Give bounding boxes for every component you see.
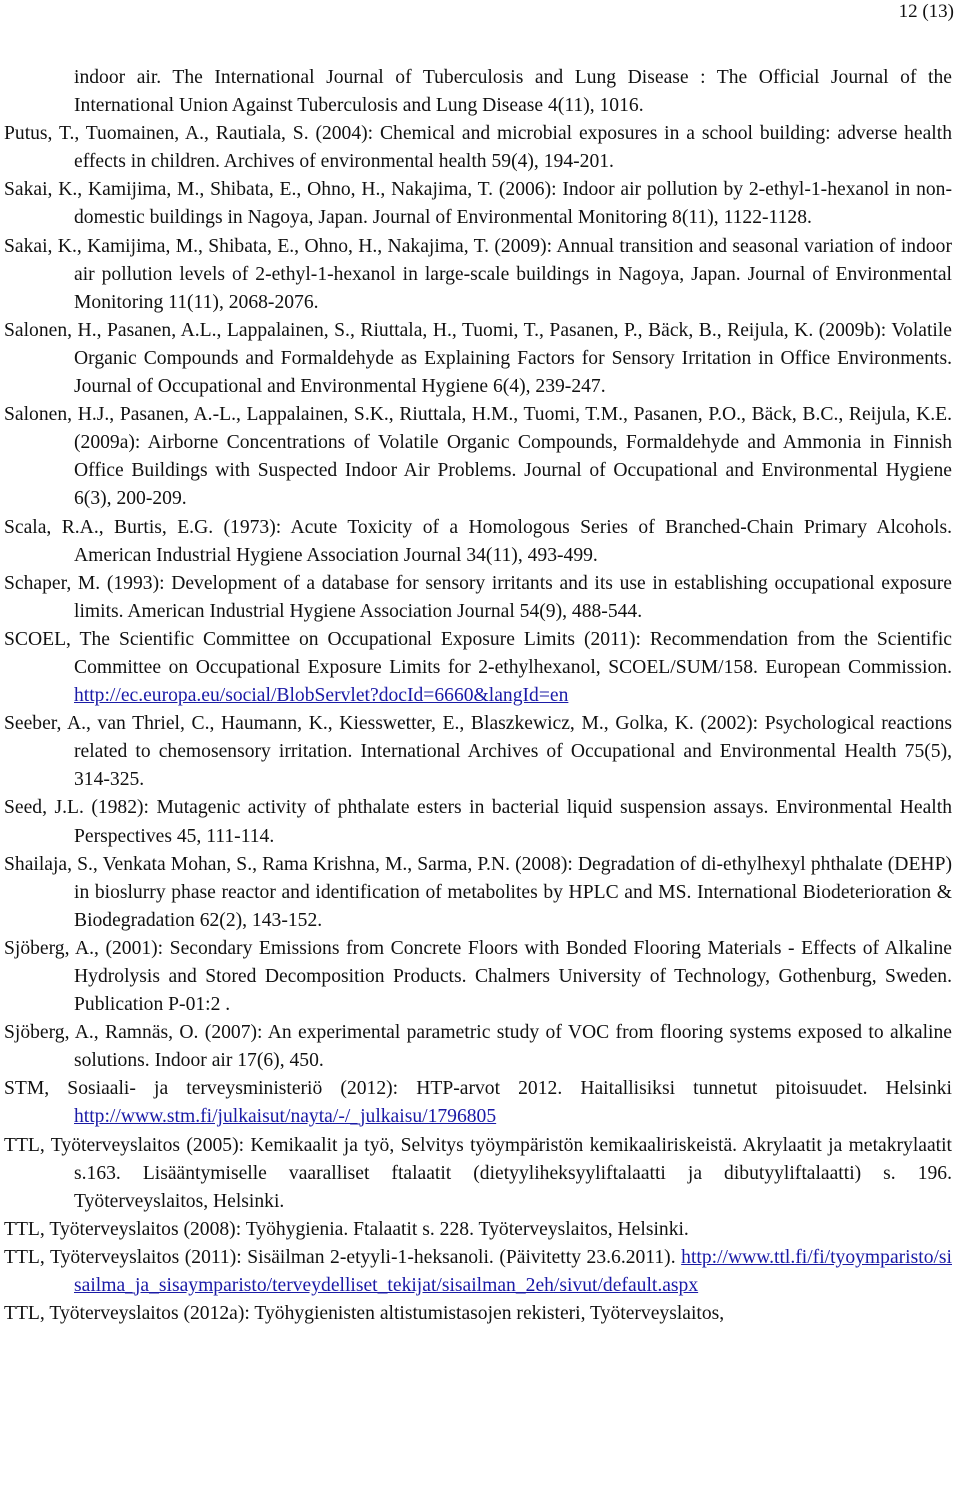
reference-entry — [4, 626, 952, 710]
reference-text: Schaper, M. (1993): Development of a database for sensory irritants and its use in establishing occupational exposure limits. American Industrial Hygiene Association Journal 54(9), 488-544. — [4, 572, 952, 622]
reference-text: SCOEL, The Scientific Committee on Occupational Exposure Limits (2011): Recommendation from the Scientific Committee on Occupational Exposure Limits for 2-ethylhexanol, SCOEL/SUM/158. European Commission. — [4, 628, 952, 678]
reference-entry — [4, 233, 952, 317]
reference-text: Salonen, H.J., Pasanen, A.-L., Lappalainen, S.K., Riuttala, H.M., Tuomi, T.M., Pasanen, P.O., Bäck, B.C., Reijula, K.E. (2009a): Airborne Concentrations of Volatile Organic Compounds, Formaldehyde and Ammonia in Finnish Office Buildings with Suspected Indoor Air Problems. Journal of Occupational and Environmental Hygiene 6(3), 200-209. — [4, 404, 952, 510]
reference-text: Sjöberg, A., (2001): Secondary Emissions from Concrete Floors with Bonded Flooring Materials - Effects of Alkaline Hydrolysis and Stored Decomposition Products. Chalmers University of Technology, Gothenburg, Sweden. Publication P-01:2 . — [4, 937, 952, 1016]
reference-entry — [4, 64, 952, 120]
reference-text: Putus, T., Tuomainen, A., Rautiala, S. (2004): Chemical and microbial exposures in a school building: adverse health effects in children. Archives of environmental health 59(4), 194-201. — [4, 123, 952, 173]
reference-entry — [4, 1019, 952, 1075]
reference-text: Sakai, K., Kamijima, M., Shibata, E., Ohno, H., Nakajima, T. (2006): Indoor air pollution by 2-ethyl-1-hexanol in non-domestic buildings in Nagoya, Japan. Journal of Environmental Monitoring 8(11), 1122-1128. — [4, 179, 952, 229]
reference-text: TTL, Työterveyslaitos (2011): Sisäilman 2-etyyli-1-heksanoli. (Päivitetty 23.6.2011). — [4, 1246, 682, 1268]
reference-list — [4, 64, 952, 1328]
reference-entry — [4, 401, 952, 513]
reference-text: Sjöberg, A., Ramnäs, O. (2007): An experimental parametric study of VOC from flooring systems exposed to alkaline solutions. Indoor air 17(6), 450. — [4, 1022, 952, 1072]
reference-entry — [4, 710, 952, 794]
reference-text: Sakai, K., Kamijima, M., Shibata, E., Ohno, H., Nakajima, T. (2009): Annual transition and seasonal variation of indoor air pollution levels of 2-ethyl-1-hexanol in large-scale buildings in Nagoya, Japan. Journal of Environmental Monitoring 11(11), 2068-2076. — [4, 235, 952, 313]
reference-text: TTL, Työterveyslaitos (2012a): Työhygienisten altistumistasojen rekisteri, Työterveyslaitos, — [4, 1303, 725, 1325]
reference-text: TTL, Työterveyslaitos (2008): Työhygienia. Ftalaatit s. 228. Työterveyslaitos, Helsinki. — [4, 1218, 689, 1240]
reference-entry — [4, 570, 952, 626]
reference-text: TTL, Työterveyslaitos (2005): Kemikaalit ja työ, Selvitys työympäristön kemikaaliriskeistä. Akrylaatit ja metakrylaatit s.163. Lisääntymiselle vaaralliset ftalaatit (dietyyliheksyyliftalaatti ja dibutyyliftalaatti) s. 196. Työterveyslaitos, Helsinki. — [4, 1134, 952, 1212]
reference-link[interactable]: http://ec.europa.eu/social/BlobServlet?docId=6660&langId=en — [74, 685, 569, 707]
reference-text: Scala, R.A., Burtis, E.G. (1973): Acute Toxicity of a Homologous Series of Branched-Chain Primary Alcohols. American Industrial Hygiene Association Journal 34(11), 493-499. — [4, 516, 952, 566]
reference-entry — [4, 935, 952, 1019]
reference-entry — [4, 851, 952, 935]
reference-text: STM, Sosiaali- ja terveysministeriö (2012): HTP-arvot 2012. Haitallisiksi tunnetut pitoisuudet. Helsinki — [4, 1078, 952, 1100]
reference-entry — [4, 1300, 952, 1328]
reference-entry — [4, 1132, 952, 1216]
reference-text: Shailaja, S., Venkata Mohan, S., Rama Krishna, M., Sarma, P.N. (2008): Degradation of di-ethylhexyl phthalate (DEHP) in bioslurry phase reactor and identification of metabolites by HPLC and MS. International Biodeterioration & Biodegradation 62(2), 143-152. — [4, 853, 952, 931]
page-number: 12 (13) — [898, 1, 954, 22]
reference-text: Seed, J.L. (1982): Mutagenic activity of phthalate esters in bacterial liquid suspension assays. Environmental Health Perspectives 45, 111-114. — [4, 797, 952, 847]
reference-entry — [4, 1244, 952, 1300]
reference-entry — [4, 120, 952, 176]
reference-entry — [4, 514, 952, 570]
reference-entry — [4, 1216, 952, 1244]
reference-entry — [4, 176, 952, 232]
reference-entry — [4, 794, 952, 850]
reference-text: Seeber, A., van Thriel, C., Haumann, K., Kiesswetter, E., Blaszkewicz, M., Golka, K. (2002): Psychological reactions related to chemosensory irritation. International Archives of Occupational and Environmental Health 75(5), 314-325. — [4, 713, 952, 791]
reference-text: indoor air. The International Journal of Tuberculosis and Lung Disease : The Official Journal of the International Union Against Tuberculosis and Lung Disease 4(11), 1016. — [74, 67, 952, 117]
reference-entry — [4, 317, 952, 401]
reference-link[interactable]: http://www.ttl.fi/fi/tyoymparisto/sisailma_ja_sisaymparisto/terveydelliset_tekijat/sisailman_2eh/sivut/default.aspx — [74, 1246, 952, 1297]
reference-link[interactable]: http://www.stm.fi/julkaisut/nayta/-/_julkaisu/1796805 — [74, 1106, 497, 1128]
reference-entry — [4, 1075, 952, 1131]
reference-text: Salonen, H., Pasanen, A.L., Lappalainen, S., Riuttala, H., Tuomi, T., Pasanen, P., Bäck, B., Reijula, K. (2009b): Volatile Organic Compounds and Formaldehyde as Explaining Factors for Sensory Irritation in Office Environments. Journal of Occupational and Environmental Hygiene 6(4), 239-247. — [4, 319, 952, 398]
